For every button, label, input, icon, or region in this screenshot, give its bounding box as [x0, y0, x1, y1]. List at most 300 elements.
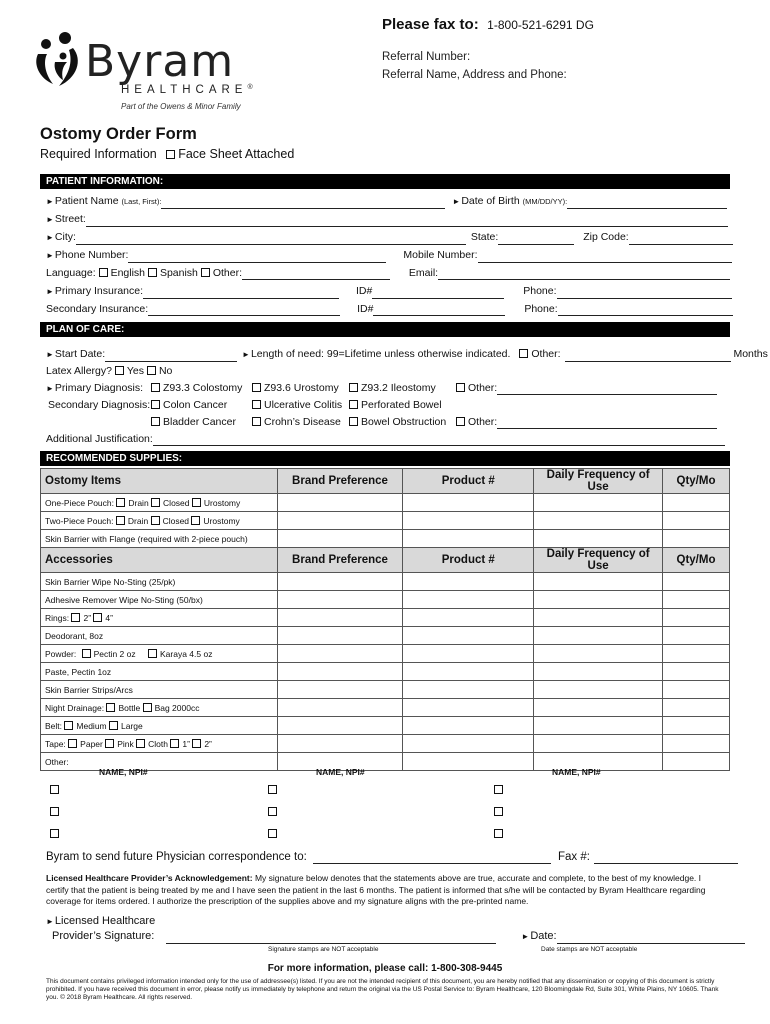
bottle-checkbox[interactable]: [106, 703, 115, 712]
latex-yes-checkbox[interactable]: [115, 366, 124, 375]
ulcer-option: [252, 398, 342, 412]
cloth-label: Cloth: [148, 738, 168, 749]
signature-row: [52, 929, 745, 944]
correspondence-fax-field[interactable]: [594, 852, 738, 864]
crohn-option: [252, 415, 341, 429]
item-cell: Skin Barrier with Flange (required with 2-piece pouch): [41, 530, 278, 548]
patient-name-label: Patient Name: [54, 195, 119, 207]
urostomy-label: Urostomy: [203, 497, 241, 508]
date-note: Date stamps are NOT acceptable: [541, 946, 638, 953]
paper-label: Paper: [80, 738, 103, 749]
table-row: [41, 663, 730, 681]
item-label: Two-Piece Pouch:: [45, 515, 114, 526]
pink-label: Pink: [117, 738, 134, 749]
z933-option: [151, 381, 242, 395]
other-language-checkbox[interactable]: [201, 268, 210, 277]
entry-cell[interactable]: [534, 609, 663, 627]
justification-label: Additional Justification:: [46, 433, 153, 445]
secondary-phone-field[interactable]: [558, 304, 733, 316]
entry-cell[interactable]: [277, 681, 403, 699]
entry-cell[interactable]: [534, 573, 663, 591]
entry-cell[interactable]: [663, 735, 730, 753]
table-row: [41, 494, 730, 512]
patient-name-hint: (Last, First):: [121, 197, 162, 206]
entry-cell[interactable]: [277, 530, 403, 548]
entry-cell[interactable]: [403, 609, 534, 627]
entry-cell[interactable]: [403, 663, 534, 681]
required-info: Required Information: [40, 147, 157, 161]
entry-cell[interactable]: [663, 717, 730, 735]
entry-cell[interactable]: [277, 735, 403, 753]
entry-cell[interactable]: [663, 627, 730, 645]
other-language-field[interactable]: [242, 268, 390, 280]
footer-info: For more information, please call: 1-800-308-9445: [267, 963, 503, 974]
item-label: Powder:: [45, 648, 77, 659]
primary-other-field[interactable]: [497, 383, 717, 395]
entry-cell[interactable]: [403, 717, 534, 735]
entry-cell[interactable]: [403, 753, 534, 771]
npi-label-2: NAME, NPI#: [316, 767, 365, 777]
column-header: Brand Preference: [277, 469, 403, 494]
entry-cell[interactable]: [663, 609, 730, 627]
entry-cell[interactable]: [403, 494, 534, 512]
medium-checkbox[interactable]: [64, 721, 73, 730]
colon-option: [151, 398, 227, 412]
secondary-other-label: Other:: [468, 416, 498, 428]
primary-id-label: ID#: [355, 285, 373, 297]
language-row: [46, 266, 730, 280]
item-cell: [41, 645, 278, 663]
secondary-other-option: [456, 415, 717, 429]
entry-cell[interactable]: [534, 530, 663, 548]
table-row: [41, 645, 730, 663]
npi-label-3: NAME, NPI#: [552, 767, 601, 777]
drain-checkbox[interactable]: [116, 516, 125, 525]
urostomy-label: Urostomy: [203, 515, 240, 526]
zip-field[interactable]: [629, 233, 733, 245]
primary-other-option: [456, 381, 717, 395]
brand-sub-text: HEALTHCARE: [121, 84, 248, 96]
form-title: Ostomy Order Form: [40, 125, 197, 143]
entry-cell[interactable]: [663, 753, 730, 771]
bladder-option: [151, 415, 236, 429]
face-sheet-checkbox[interactable]: [166, 150, 175, 159]
byram-logo: [33, 30, 273, 115]
entry-cell[interactable]: [277, 512, 403, 530]
entry-cell[interactable]: [534, 494, 663, 512]
table-row: [41, 699, 730, 717]
email-label: Email:: [408, 267, 439, 279]
spanish-checkbox[interactable]: [148, 268, 157, 277]
referral-name: Referral Name, Address and Phone:: [382, 69, 567, 81]
entry-cell[interactable]: [277, 699, 403, 717]
english-checkbox[interactable]: [99, 268, 108, 277]
brand-name: Byram: [85, 36, 235, 87]
street-field[interactable]: [86, 215, 728, 227]
drain-label: Drain: [128, 497, 149, 508]
entry-cell[interactable]: [663, 573, 730, 591]
item-label: Night Drainage:: [45, 702, 105, 713]
item-cell: [41, 512, 278, 530]
brand-sub: [121, 84, 253, 96]
arrow-icon: ►: [46, 233, 54, 242]
secondary-diagnosis-label: Secondary Diagnosis:: [48, 399, 151, 411]
pectin-checkbox[interactable]: [82, 649, 91, 658]
npi-label-1: NAME, NPI#: [99, 767, 148, 777]
closed-label: Closed: [162, 515, 190, 526]
entry-cell[interactable]: [277, 717, 403, 735]
dob-field[interactable]: [567, 197, 727, 209]
drain-label: Drain: [127, 515, 149, 526]
npi-checkbox[interactable]: [494, 785, 503, 794]
entry-cell[interactable]: [277, 591, 403, 609]
pectin-label: Pectin 2 oz: [93, 648, 136, 659]
language-label: Language:: [46, 267, 96, 279]
urostomy-checkbox[interactable]: [192, 498, 201, 507]
entry-cell[interactable]: [534, 627, 663, 645]
entry-cell[interactable]: [403, 735, 534, 753]
fax-number: 1-800-521-6291 DG: [487, 18, 594, 32]
patient-name-row: [46, 194, 727, 209]
mobile-label: Mobile Number:: [403, 249, 478, 261]
entry-cell[interactable]: [403, 627, 534, 645]
correspondence-field[interactable]: [313, 852, 551, 864]
plan-section-header: PLAN OF CARE:: [40, 322, 730, 337]
street-row: [46, 212, 728, 227]
entry-cell[interactable]: [403, 645, 534, 663]
entry-cell[interactable]: [403, 591, 534, 609]
z933-checkbox[interactable]: [151, 383, 160, 392]
column-header: Product #: [403, 469, 534, 494]
item-cell: [41, 717, 278, 735]
registered-mark: ®: [247, 84, 253, 91]
primary-other-label: Other:: [468, 382, 498, 394]
tape-2-label: 2”: [204, 738, 212, 749]
tape-2-checkbox[interactable]: [192, 739, 201, 748]
entry-cell[interactable]: [534, 512, 663, 530]
entry-cell[interactable]: [663, 699, 730, 717]
item-label: Tape:: [45, 738, 66, 749]
correspondence-row: [46, 850, 738, 864]
item-cell: [41, 699, 278, 717]
supplies-section-header: RECOMMENDED SUPPLIES:: [40, 451, 730, 466]
other-length-field[interactable]: [565, 350, 731, 362]
primary-id-field[interactable]: [372, 287, 504, 299]
secondary-insurance-field[interactable]: [148, 304, 340, 316]
npi-checkbox[interactable]: [494, 807, 503, 816]
phone-label: Phone Number:: [54, 249, 129, 261]
entry-cell[interactable]: [277, 609, 403, 627]
table-row: [41, 609, 730, 627]
primary-phone-label: Phone:: [523, 285, 557, 297]
closed-checkbox[interactable]: [151, 516, 160, 525]
face-sheet-label: Face Sheet Attached: [178, 147, 295, 161]
arrow-icon: ►: [46, 215, 54, 224]
mobile-field[interactable]: [478, 251, 732, 263]
supplies-table: [40, 468, 730, 771]
obstruction-option: [349, 415, 446, 429]
primary-insurance-label: Primary Insurance:: [54, 285, 144, 297]
ring-4-checkbox[interactable]: [93, 613, 102, 622]
patient-name-field[interactable]: [161, 197, 445, 209]
item-label: Rings:: [45, 612, 70, 623]
bladder-checkbox[interactable]: [151, 417, 160, 426]
table-row: [41, 530, 730, 548]
column-header: Brand Preference: [277, 548, 403, 573]
fax-header: [382, 16, 594, 34]
signature-note: Signature stamps are NOT acceptable: [268, 946, 379, 953]
entry-cell[interactable]: [277, 663, 403, 681]
paper-checkbox[interactable]: [68, 739, 77, 748]
city-label: City:: [54, 231, 76, 243]
z936-checkbox[interactable]: [252, 383, 261, 392]
large-label: Large: [121, 720, 143, 731]
karaya-checkbox[interactable]: [148, 649, 157, 658]
closed-label: Closed: [163, 497, 190, 508]
column-header: Daily Frequency of Use: [534, 548, 663, 573]
tape-1-checkbox[interactable]: [170, 739, 179, 748]
table-row: [41, 627, 730, 645]
ring-2-label: 2”: [83, 612, 92, 623]
perf-checkbox[interactable]: [349, 400, 358, 409]
other-length-checkbox[interactable]: [519, 349, 528, 358]
colon-checkbox[interactable]: [151, 400, 160, 409]
npi-checkbox[interactable]: [268, 807, 277, 816]
entry-cell[interactable]: [663, 530, 730, 548]
primary-other-checkbox[interactable]: [456, 383, 465, 392]
item-label: One-Piece Pouch:: [45, 497, 114, 508]
primary-insurance-row: [46, 284, 732, 299]
table-row: [41, 735, 730, 753]
bag-label: Bag 2000cc: [154, 702, 200, 713]
date-label: Date:: [530, 930, 557, 942]
secondary-insurance-row: [46, 302, 733, 316]
entry-cell[interactable]: [277, 645, 403, 663]
phone-row: [46, 248, 732, 263]
date-field[interactable]: [557, 932, 745, 944]
city-row: [46, 230, 733, 245]
city-field[interactable]: [76, 233, 466, 245]
urostomy-checkbox[interactable]: [191, 516, 200, 525]
entry-cell[interactable]: [277, 573, 403, 591]
entry-cell[interactable]: [403, 699, 534, 717]
secondary-id-field[interactable]: [373, 304, 505, 316]
correspondence-fax-label: Fax #:: [558, 851, 590, 863]
length-of-need: Length of need: 99=Lifetime unless otherwise indicated.: [250, 348, 511, 360]
item-cell: Skin Barrier Wipe No-Sting (25/pk): [41, 573, 278, 591]
secondary-id-label: ID#: [357, 303, 374, 315]
start-date-row: [46, 347, 768, 362]
signature-field[interactable]: [166, 932, 496, 944]
z932-label: Z93.2 Ileostomy: [361, 382, 436, 394]
z936-option: [252, 381, 339, 395]
column-header: Daily Frequency of Use: [534, 469, 663, 494]
spanish-label: Spanish: [159, 267, 198, 279]
entry-cell[interactable]: [277, 627, 403, 645]
entry-cell[interactable]: [663, 663, 730, 681]
item-cell: Other:: [41, 753, 278, 771]
months-label: Months: [733, 348, 768, 360]
item-cell: Deodorant, 8oz: [41, 627, 278, 645]
fax-label: Please fax to:: [382, 16, 479, 33]
bag-checkbox[interactable]: [143, 703, 152, 712]
entry-cell[interactable]: [663, 494, 730, 512]
npi-checkbox[interactable]: [494, 829, 503, 838]
obstruction-checkbox[interactable]: [349, 417, 358, 426]
arrow-icon: ►: [46, 350, 54, 359]
z932-option: [349, 381, 436, 395]
bladder-label: Bladder Cancer: [163, 416, 236, 428]
entry-cell[interactable]: [534, 663, 663, 681]
table-row: [41, 717, 730, 735]
footer-disclaimer: This document contains privileged information intended only for the use of addressee(s) listed. If you are not the intended recipient of this document, you are hereby notified that any dissemination or copying of this document is strictly prohibited. If you have received this document in error, please notify us immediately by telephone and return the original via the US Postal Service to: Byram Healthcare, 120 Bloomingdale Rd, Suite 301, White Plains, NY 10605. Thank you. © 2018 Byram Healthcare. All rights reserved.: [46, 978, 719, 1001]
entry-cell[interactable]: [534, 681, 663, 699]
entry-cell[interactable]: [534, 717, 663, 735]
email-field[interactable]: [438, 268, 730, 280]
arrow-icon: ►: [46, 917, 54, 926]
latex-no-label: No: [158, 365, 173, 377]
arrow-icon: ►: [521, 932, 530, 941]
perf-label: Perforated Bowel: [361, 399, 442, 411]
entry-cell[interactable]: [403, 512, 534, 530]
ack-title: Licensed Healthcare Provider’s Acknowledgement:: [46, 873, 253, 883]
table-row: [41, 591, 730, 609]
accessories-header-row: [41, 548, 730, 573]
colon-label: Colon Cancer: [163, 399, 228, 411]
cloth-checkbox[interactable]: [136, 739, 145, 748]
entry-cell[interactable]: [534, 735, 663, 753]
start-date-field[interactable]: [105, 350, 237, 362]
english-label: English: [110, 267, 146, 279]
item-cell: [41, 609, 278, 627]
karaya-label: Karaya 4.5 oz: [160, 648, 213, 659]
arrow-icon: ►: [46, 197, 54, 206]
latex-no-checkbox[interactable]: [147, 366, 156, 375]
ack-text: My signature below denotes that the statements above are true, accurate and complete, to the best of my knowledge. I certify that the patient is being treated by me and I have seen the patient in the last 6 months. The patient is informed that s/he will be contacted by Byram Healthcare regarding coverage for items ordered. I authorize the prescription of the supplies above and my signature aligns with the pre-printed name.: [46, 873, 706, 906]
table-row: [41, 573, 730, 591]
state-field[interactable]: [498, 233, 574, 245]
table-row: [41, 681, 730, 699]
entry-cell[interactable]: [534, 645, 663, 663]
arrow-icon: ►: [242, 350, 250, 359]
patient-section-header: PATIENT INFORMATION:: [40, 174, 730, 189]
tape-1-label: 1”: [182, 738, 190, 749]
entry-cell[interactable]: [663, 512, 730, 530]
phone-field[interactable]: [128, 251, 386, 263]
justification-field[interactable]: [153, 434, 725, 446]
family-icon: [33, 30, 85, 92]
item-cell: [41, 735, 278, 753]
zip-label: Zip Code:: [583, 231, 629, 243]
npi-checkbox[interactable]: [50, 785, 59, 794]
correspondence-label: Byram to send future Physician correspondence to:: [46, 851, 307, 863]
table-header-row: [41, 469, 730, 494]
z933-label: Z93.3 Colostomy: [163, 382, 243, 394]
item-label: Belt:: [45, 720, 63, 731]
crohn-checkbox[interactable]: [252, 417, 261, 426]
crohn-label: Crohn’s Disease: [264, 416, 341, 428]
arrow-icon: ►: [46, 251, 54, 260]
entry-cell[interactable]: [403, 530, 534, 548]
secondary-phone-label: Phone:: [524, 303, 558, 315]
item-cell: Skin Barrier Strips/Arcs: [41, 681, 278, 699]
obstruction-label: Bowel Obstruction: [361, 416, 447, 428]
acknowledgement: [46, 873, 726, 908]
sig-label-1: Licensed Healthcare: [54, 915, 156, 927]
entry-cell[interactable]: [663, 645, 730, 663]
latex-row: [46, 364, 172, 378]
column-header: Ostomy Items: [41, 469, 278, 494]
large-checkbox[interactable]: [109, 721, 118, 730]
entry-cell[interactable]: [534, 591, 663, 609]
bottle-label: Bottle: [118, 702, 141, 713]
item-cell: [41, 494, 278, 512]
column-header: Qty/Mo: [663, 469, 730, 494]
medium-label: Medium: [76, 720, 107, 731]
column-header: Qty/Mo: [663, 548, 730, 573]
required-line: [40, 147, 294, 161]
justification-row: [46, 432, 725, 446]
secondary-other-checkbox[interactable]: [456, 417, 465, 426]
ring-2-checkbox[interactable]: [71, 613, 80, 622]
referral-number: Referral Number:: [382, 51, 471, 63]
ulcer-label: Ulcerative Colitis: [264, 399, 343, 411]
other-language-label: Other:: [212, 267, 242, 279]
perf-option: [349, 398, 442, 412]
primary-phone-field[interactable]: [557, 287, 732, 299]
entry-cell[interactable]: [663, 591, 730, 609]
entry-cell[interactable]: [403, 681, 534, 699]
start-date-label: Start Date:: [54, 348, 106, 360]
brand-tagline: Part of the Owens & Minor Family: [121, 102, 241, 111]
z936-label: Z93.6 Urostomy: [264, 382, 339, 394]
ring-4-label: 4”: [105, 612, 113, 623]
ulcer-checkbox[interactable]: [252, 400, 261, 409]
latex-yes-label: Yes: [126, 365, 145, 377]
column-header: Product #: [403, 548, 534, 573]
npi-checkbox[interactable]: [50, 829, 59, 838]
item-cell: Adhesive Remover Wipe No-Sting (50/bx): [41, 591, 278, 609]
primary-diagnosis-row: [46, 381, 143, 396]
dob-hint: (MM/DD/YY):: [522, 197, 568, 206]
primary-diagnosis-label: Primary Diagnosis:: [54, 382, 144, 394]
entry-cell[interactable]: [534, 699, 663, 717]
pink-checkbox[interactable]: [105, 739, 114, 748]
entry-cell[interactable]: [663, 681, 730, 699]
arrow-icon: ►: [452, 197, 461, 206]
dob-label: Date of Birth: [461, 195, 520, 207]
npi-checkbox[interactable]: [268, 829, 277, 838]
npi-checkbox[interactable]: [50, 807, 59, 816]
z932-checkbox[interactable]: [349, 383, 358, 392]
secondary-other-field[interactable]: [497, 417, 717, 429]
latex-label: Latex Allergy?: [46, 365, 112, 377]
arrow-icon: ►: [46, 287, 54, 296]
entry-cell[interactable]: [403, 573, 534, 591]
table-row: [41, 512, 730, 530]
street-label: Street:: [54, 213, 86, 225]
item-cell: Paste, Pectin 1oz: [41, 663, 278, 681]
primary-insurance-field[interactable]: [143, 287, 339, 299]
closed-checkbox[interactable]: [151, 498, 160, 507]
state-label: State:: [470, 231, 499, 243]
other-length-label: Other:: [531, 348, 561, 360]
entry-cell[interactable]: [277, 494, 403, 512]
npi-checkbox[interactable]: [268, 785, 277, 794]
drain-checkbox[interactable]: [116, 498, 125, 507]
signature-label-1: [46, 914, 155, 929]
column-header: Accessories: [41, 548, 278, 573]
